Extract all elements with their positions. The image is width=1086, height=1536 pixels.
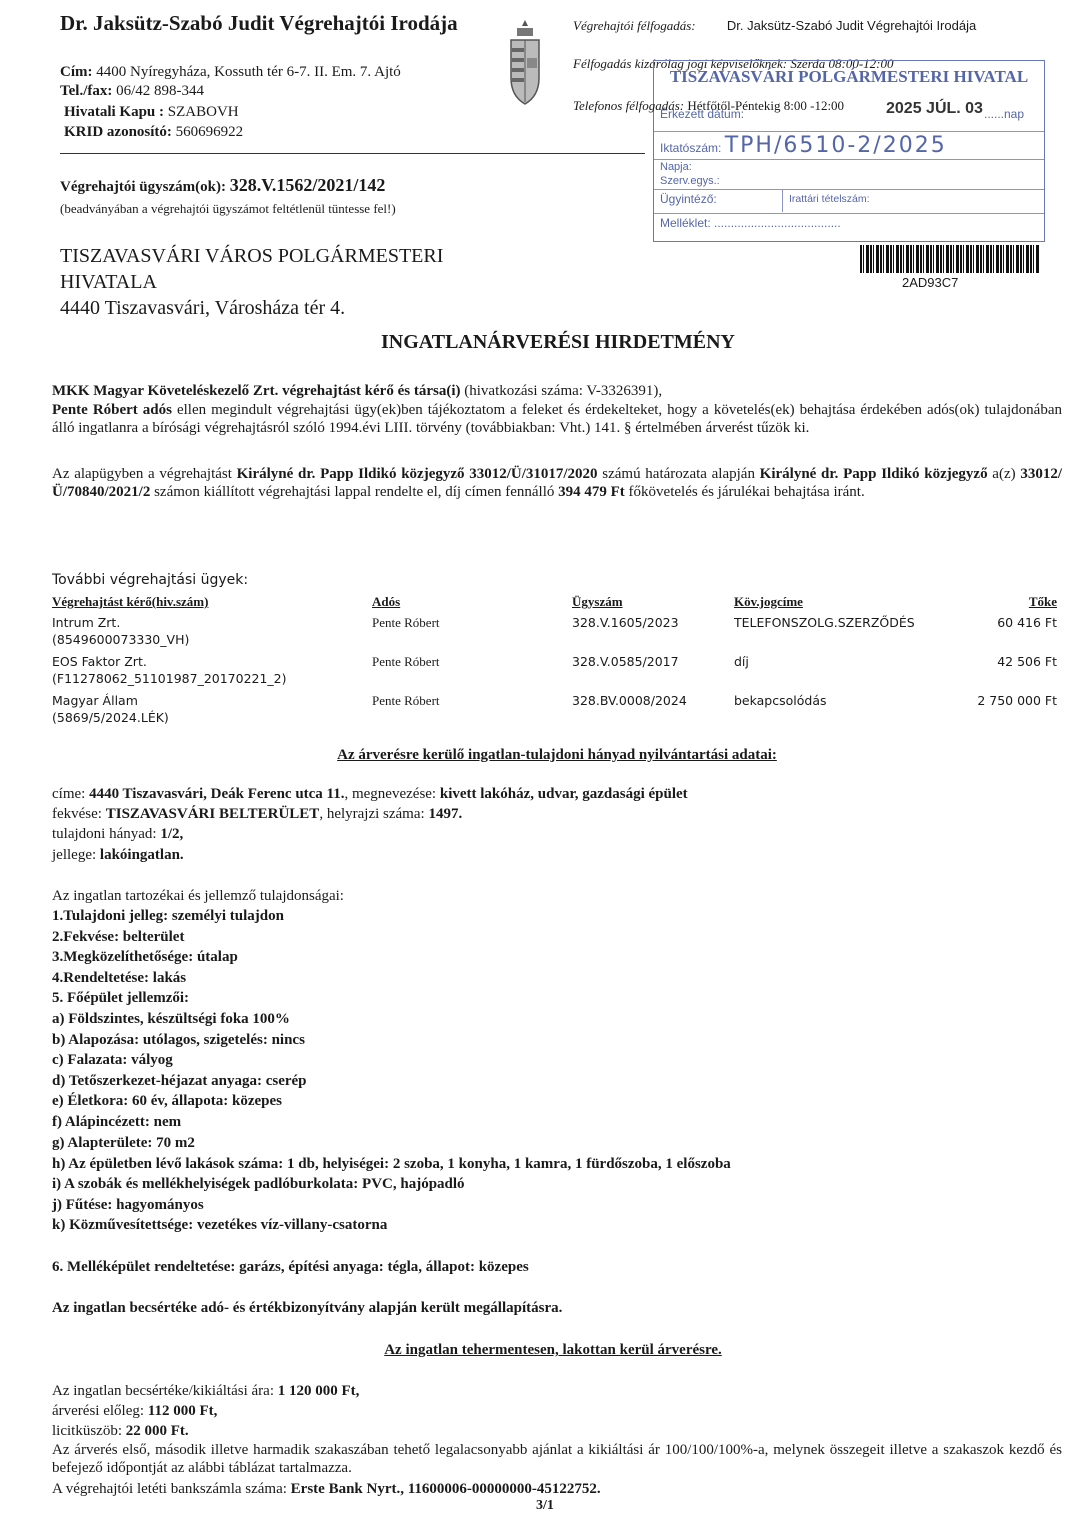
column-header-creditor: Végrehajtást kérő(hiv.szám) [52, 594, 209, 609]
registry-stamp [653, 60, 1045, 242]
cell-debtor: Pente Róbert [372, 615, 440, 630]
reception-line-1: Végrehajtói félfogadás: Dr. Jaksütz-Szabó Judit Végrehajtói Irodája [573, 18, 977, 33]
stamp-napja: Napja: Szerv.egys.: [654, 159, 1044, 188]
coat-of-arms-icon [505, 18, 545, 118]
cell-debtor: Pente Róbert [372, 654, 440, 669]
column-header-debtor: Adós [372, 594, 401, 609]
cell-creditor: EOS Faktor Zrt. (F11278062_51101987_20170221_2) [52, 654, 287, 686]
stamp-title: TISZAVASVÁRI POLGÁRMESTERI HIVATAL [669, 67, 1029, 86]
feature-item: h) Az épületben lévő lakások száma: 1 db, helyiségei: 2 szoba, 1 konyha, 1 kamra, 1 fürdőszoba, 1 előszoba [52, 1156, 731, 1172]
case-number: Végrehajtói ügyszám(ok): 328.V.1562/2021/142 [60, 175, 386, 195]
intro-paragraph-3: Az alapügyben a végrehajtást Királyné dr. Papp Ildikó közjegyző 33012/Ü/31017/2020 számú határozata alapján Királyné dr. Papp Ildikó közjegyző a(z) 33012/Ü/70840/2021/2 számon kiállított végrehajtási lappal rendelte el, díj címen fennálló 394 479 Ft főkövetelés és járulékai behajtása iránt. [52, 466, 1062, 500]
reception-line-2: Félfogadás kizárólag jogi képviselőknek: Szerda 08:00-12:00 [573, 56, 894, 71]
intro-paragraph-1: MKK Magyar Követeléskezelő Zrt. végrehajtást kérő és társa(i) (hivatkozási száma: V-3326391), [52, 383, 663, 399]
other-cases-heading: További végrehajtási ügyek: [52, 572, 249, 588]
stamp-received: Érkezett dátum: [660, 107, 745, 121]
office-krid: KRID azonosító: 560696922 [64, 124, 244, 140]
feature-item: 2.Fekvése: belterület [52, 929, 185, 945]
feature-item: 4.Rendeltetése: lakás [52, 970, 187, 986]
cell-title: díj [734, 654, 749, 669]
cell-case: 328.V.0585/2017 [572, 654, 679, 669]
price: Az ingatlan becsértéke/kikiáltási ára: 1 120 000 Ft, [52, 1383, 360, 1399]
feature-item: g) Alapterülete: 70 m2 [52, 1135, 195, 1151]
intro-paragraph-2: Pente Róbert adós ellen megindult végrehajtási ügy(ek)ben tájékoztatom a feleket és érdekelteket, hogy a követelés(ek) behajtása érdekében adós(ok) tulajdonában álló ingatlanra a bírósági végrehajtásról szóló 1994.évi LIII. törvény (továbbiakban: Vht.) 141. § értelmében árverést tűzök ki. [52, 402, 1062, 436]
cell-amount: 42 506 Ft [997, 654, 1057, 669]
feature-item: i) A szobák és mellékhelyiségek padlóburkolata: PVC, hajópadló [52, 1176, 465, 1192]
barcode [860, 245, 1040, 273]
feature-item: c) Falazata: vályog [52, 1052, 173, 1068]
table-row [52, 692, 1057, 731]
column-header-case: Ügyszám [572, 594, 623, 609]
outbuilding: 6. Melléképület rendeltetése: garázs, építési anyaga: tégla, állapot: közepes [52, 1259, 529, 1275]
stamp-received-suffix: ......nap [984, 107, 1025, 121]
cell-case: 328.BV.0008/2024 [572, 693, 687, 708]
case-note: (beadványában a végrehajtói ügyszámot feltétlenül tüntesse fel!) [60, 201, 396, 216]
feature-item: e) Életkora: 60 év, állapota: közepes [52, 1093, 282, 1109]
property-heading: Az árverésre kerülő ingatlan-tulajdoni hányad nyilvántartási adatai: [337, 747, 777, 763]
feature-item: b) Alapozása: utólagos, szigetelés: nincs [52, 1032, 305, 1048]
office-phone: Tel./fax: 06/42 898-344 [60, 83, 205, 99]
encumbrance-note: Az ingatlan tehermentesen, lakottan kerül árverésre. [384, 1342, 722, 1358]
feature-item: j) Fűtése: hagyományos [52, 1197, 204, 1213]
cell-title: bekapcsolódás [734, 693, 827, 708]
other-cases-table [52, 592, 1057, 731]
feature-item: d) Tetőszerkezet-héjazat anyaga: cserép [52, 1073, 307, 1089]
table-row [52, 614, 1057, 653]
feature-item: k) Közművesítettsége: vezetékes víz-villany-csatorna [52, 1217, 388, 1233]
property-share: tulajdoni hányad: 1/2, [52, 826, 184, 842]
table-row [52, 653, 1057, 692]
office-title: Dr. Jaksütz-Szabó Judit Végrehajtói Irodája [60, 11, 458, 35]
feature-item: 5. Főépület jellemzői: [52, 990, 190, 1006]
auction-stages-note: Az árverés első, második illetve harmadik szakaszában tehető legalacsonyabb ajánlat a kikiáltási ár 100/100/100%-a, melynek összegeit illetve a szakaszok kezdő és befejező időpontját az alábbi táblázat tartalmazza. [52, 1442, 1062, 1476]
barcode-text: 2AD93C7 [902, 275, 959, 290]
property-type: jellege: lakóingatlan. [52, 847, 184, 863]
table-header-row [52, 592, 1057, 614]
bid-step: licitküszöb: 22 000 Ft. [52, 1423, 189, 1439]
property-address: címe: 4440 Tiszavasvári, Deák Ferenc utca 11., megnevezése: kivett lakóház, udvar, gazdasági épület [52, 786, 688, 802]
cell-debtor: Pente Róbert [372, 693, 440, 708]
document-title: INGATLANÁRVERÉSI HIRDETMÉNY [381, 331, 735, 353]
feature-item: a) Földszintes, készültségi foka 100% [52, 1011, 290, 1027]
cell-amount: 60 416 Ft [997, 615, 1057, 630]
column-header-title: Köv.jogcíme [734, 594, 803, 609]
deposit: árverési előleg: 112 000 Ft, [52, 1403, 218, 1419]
cell-title: TELEFONSZOLG.SZERZŐDÉS [734, 615, 915, 630]
office-kapu: Hivatali Kapu : SZABOVH [64, 104, 239, 120]
cell-creditor: Magyar Állam (5869/5/2024.LÉK) [52, 693, 169, 725]
stamp-melleklet: Melléklet: ...................................... [654, 213, 1044, 232]
valuation-note: Az ingatlan becsértéke adó- és értékbizonyítvány alapján került megállapításra. [52, 1300, 563, 1316]
page-number: 3/1 [536, 1498, 554, 1513]
recipient: TISZAVASVÁRI VÁROS POLGÁRMESTERI HIVATALA 4440 Tiszavasvári, Városháza tér 4. [60, 245, 444, 319]
features-heading: Az ingatlan tartozékai és jellemző tulajdonságai: [52, 888, 344, 904]
property-location: fekvése: TISZAVASVÁRI BELTERÜLET, helyrajzi száma: 1497. [52, 806, 463, 822]
office-address: Cím: 4400 Nyíregyháza, Kossuth tér 6-7. II. Em. 7. Ajtó [60, 64, 401, 80]
column-header-amount: Tőke [1028, 594, 1057, 609]
reception-line-3: Telefonos félfogadás: Hétfőtől-Péntekig 8:00 -12:00 [573, 98, 845, 113]
header-divider [60, 153, 645, 154]
stamp-received-date: 2025 JÚL. 03 [886, 100, 983, 117]
cell-creditor: Intrum Zrt. (8549600073330_VH) [52, 615, 190, 647]
feature-item: f) Alápincézett: nem [52, 1114, 182, 1130]
feature-item: 1.Tulajdoni jelleg: személyi tulajdon [52, 908, 284, 924]
stamp-ugyintezo: Ügyintéző: Irattári tételszám: [654, 189, 1044, 212]
feature-item: 3.Megközelíthetősége: útalap [52, 949, 238, 965]
cell-case: 328.V.1605/2023 [572, 615, 679, 630]
stamp-iktatoszam: Iktatószám: TPH/6510-2/2025 [654, 131, 1044, 160]
cell-amount: 2 750 000 Ft [977, 693, 1057, 708]
bank-account: A végrehajtói letéti bankszámla száma: Erste Bank Nyrt., 11600006-00000000-45122752. [52, 1481, 601, 1497]
